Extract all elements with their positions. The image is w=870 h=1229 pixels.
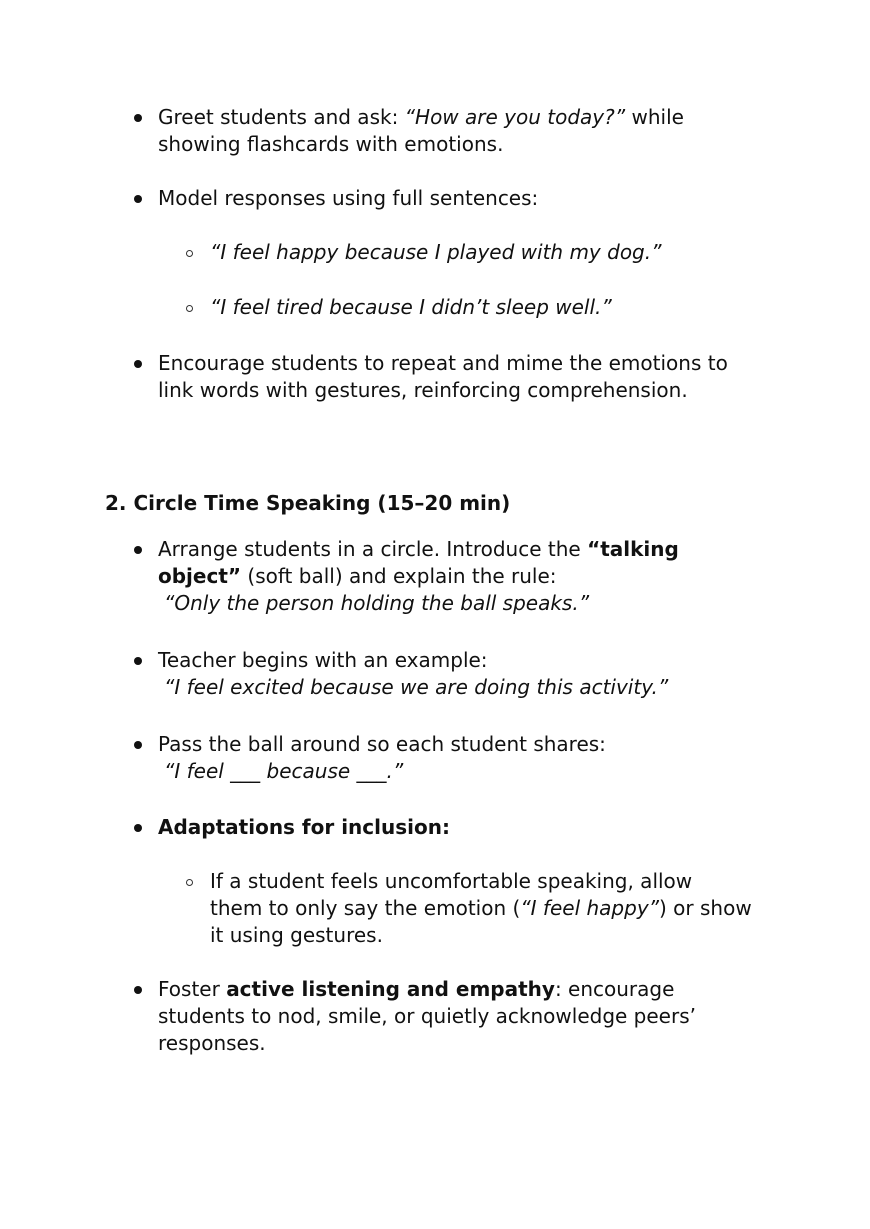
paragraph-arrange-line2 bbox=[158, 563, 557, 590]
bullet-dot bbox=[134, 657, 142, 665]
paragraph-model-responses: Model responses using full sentences: bbox=[158, 186, 539, 210]
paragraph-arrange-line1 bbox=[158, 536, 679, 563]
bold-text: “talking bbox=[587, 537, 679, 561]
text-segment: Foster bbox=[158, 977, 227, 1001]
adaptation-line3: it using gestures. bbox=[210, 923, 383, 947]
quote-text: “I feel happy” bbox=[520, 896, 660, 920]
text-segment: (soft ball) and explain the rule: bbox=[241, 564, 557, 588]
bullet-dot bbox=[134, 546, 142, 554]
text-segment: Arrange students in a circle. Introduce the bbox=[158, 537, 588, 561]
template-quote: “I feel ___ because ___.” bbox=[164, 759, 404, 783]
bullet-dot bbox=[134, 195, 142, 203]
paragraph-greet-line1 bbox=[158, 104, 684, 131]
text-segment: while bbox=[625, 105, 684, 129]
bold-text: active listening and empathy bbox=[226, 977, 555, 1001]
example-sentence-happy: “I feel happy because I played with my dog.” bbox=[210, 240, 662, 264]
adaptation-line2 bbox=[210, 895, 752, 922]
bullet-dot bbox=[134, 986, 142, 994]
paragraph-encourage-line1: Encourage students to repeat and mime the emotions to bbox=[158, 351, 728, 375]
paragraph-greet-line2: showing flashcards with emotions. bbox=[158, 132, 504, 156]
text-segment: them to only say the emotion ( bbox=[210, 896, 521, 920]
paragraph-foster-line1 bbox=[158, 976, 674, 1003]
bullet-dot bbox=[134, 741, 142, 749]
paragraph-pass-ball-line1: Pass the ball around so each student shares: bbox=[158, 732, 606, 756]
example-quote-excited: “I feel excited because we are doing this activity.” bbox=[164, 675, 669, 699]
sub-bullet-ring bbox=[186, 250, 193, 257]
paragraph-teacher-line1: Teacher begins with an example: bbox=[158, 648, 488, 672]
section-heading: 2. Circle Time Speaking (15–20 min) bbox=[105, 491, 511, 515]
example-sentence-tired: “I feel tired because I didn’t sleep well.” bbox=[210, 295, 612, 319]
text-segment: ) or show bbox=[659, 896, 752, 920]
adaptation-line1: If a student feels uncomfortable speaking, allow bbox=[210, 869, 693, 893]
paragraph-foster-line2: students to nod, smile, or quietly acknowledge peers’ bbox=[158, 1004, 696, 1028]
text-segment: : encourage bbox=[554, 977, 675, 1001]
adaptations-label: Adaptations for inclusion: bbox=[158, 815, 450, 839]
bullet-dot bbox=[134, 360, 142, 368]
paragraph-foster-line3: responses. bbox=[158, 1031, 266, 1055]
text-segment: Greet students and ask: bbox=[158, 105, 405, 129]
sub-bullet-ring bbox=[186, 879, 193, 886]
sub-bullet-ring bbox=[186, 305, 193, 312]
paragraph-encourage-line2: link words with gestures, reinforcing comprehension. bbox=[158, 378, 688, 402]
bullet-dot bbox=[134, 114, 142, 122]
rule-quote: “Only the person holding the ball speaks.” bbox=[164, 591, 590, 615]
bold-text: object” bbox=[158, 564, 242, 588]
bullet-dot bbox=[134, 824, 142, 832]
quote-text: “How are you today?” bbox=[404, 105, 626, 129]
